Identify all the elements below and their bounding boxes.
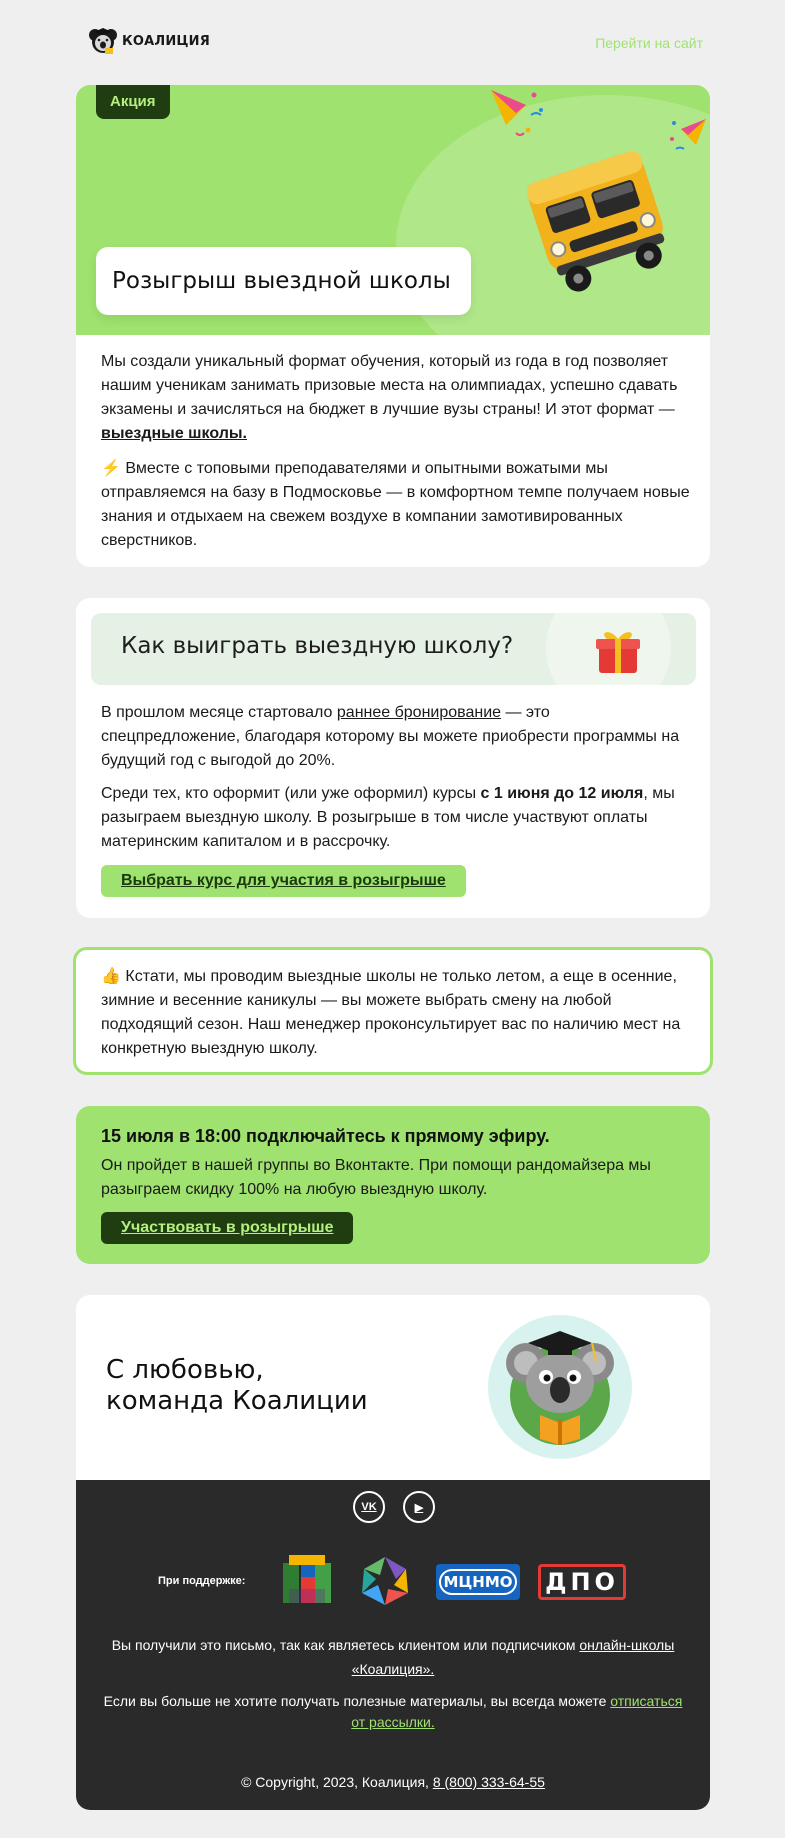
participate-button[interactable]: Участвовать в розыгрыше xyxy=(101,1212,353,1244)
footer-unsubscribe-note xyxy=(101,1691,685,1733)
vk-icon[interactable]: VK xyxy=(353,1491,385,1523)
footer-unsubscribe-text: Если вы больше не хотите получать полезные материалы, вы всегда можете xyxy=(103,1693,611,1709)
early-booking-text: В прошлом месяце стартовало xyxy=(101,704,337,721)
youtube-icon[interactable]: ▶ xyxy=(403,1491,435,1523)
raffle-dates: с 1 июня до 12 июля xyxy=(480,785,644,802)
support-label: При поддержке: xyxy=(158,1575,246,1587)
partner-mcnmo-label: МЦНМО xyxy=(439,1569,517,1595)
hero-banner xyxy=(76,85,710,335)
phone-link[interactable]: 8 (800) 333-64-55 xyxy=(432,1774,545,1790)
raffle-text: Среди тех, кто оформит (или уже оформил) курсы xyxy=(101,785,481,802)
lightning-icon: ⚡ xyxy=(101,460,121,477)
footer xyxy=(76,1480,710,1810)
footer-subscription-note xyxy=(101,1633,685,1681)
seasons-note-text xyxy=(101,965,691,1061)
raffle-conditions-paragraph xyxy=(101,782,691,854)
early-booking-text-after: — это спецпредложение, благодаря которому вы можете приобрести программы на будущий год с выгодой до 20%. xyxy=(101,704,680,769)
signoff-text xyxy=(106,1355,368,1417)
seasons-note-body: Кстати, мы проводим выездные школы не только летом, а еще в осенние, зимние и весенние каникулы — вы можете выбрать смену на любой подходящий сезон. Наш менеджер проконсультирует вас по наличию мест на конкретную выездную школу. xyxy=(101,968,681,1057)
copyright-text: © Copyright, 2023, Коалиция, xyxy=(241,1774,433,1790)
unsubscribe-link[interactable]: отписаться от рассылки. xyxy=(351,1693,683,1730)
thumbs-up-icon: 👍 xyxy=(101,968,121,985)
early-booking-paragraph xyxy=(101,701,691,773)
intro-paragraph xyxy=(101,350,691,446)
how-to-header xyxy=(91,613,696,685)
partner-mcnmo-logo[interactable] xyxy=(436,1564,520,1600)
koala-logo-icon xyxy=(88,26,118,56)
brand-name: КОАЛИЦИЯ xyxy=(122,33,210,49)
seasons-note-card xyxy=(73,947,713,1075)
early-booking-link[interactable]: раннее бронирование xyxy=(336,704,502,721)
intro-text: Мы создали уникальный формат обучения, который из года в год позволяет нашим ученикам занимать призовые места на олимпиадах, успешно сдавать экзамены и зачисляться на бюджет в лучшие вузы страны! И этот формат — xyxy=(101,353,678,418)
signoff-card xyxy=(76,1295,710,1810)
school-bus-icon xyxy=(520,130,670,295)
live-stream-title: 15 июля в 18:00 подключайтесь к прямому эфиру. xyxy=(101,1126,550,1146)
choose-course-button[interactable]: Выбрать курс для участия в розыгрыше xyxy=(101,865,466,897)
intro-text-2: Вместе с топовыми преподавателями и опытными вожатыми мы отправляемся на базу в Подмосковье — в комфортном темпе получаем новые знания и отдыхаем на свежем воздухе в компании замотивированных сверстников. xyxy=(101,460,690,549)
partner-flower-logo-icon[interactable] xyxy=(358,1555,412,1607)
gift-icon xyxy=(591,623,645,677)
email-header xyxy=(76,26,710,56)
promo-badge: Акция xyxy=(96,85,170,119)
promo-card xyxy=(76,85,710,567)
signoff-line-2: команда Коалиции xyxy=(106,1386,368,1416)
how-to-win-card xyxy=(76,598,710,918)
how-to-title: Как выиграть выездную школу? xyxy=(121,633,514,659)
footer-copyright xyxy=(101,1770,685,1794)
live-stream-text: Он пройдет в нашей группы во Вконтакте. При помощи рандомайзера мы разыграем скидку 100% на любую выездную школу. xyxy=(101,1157,651,1198)
partner-dpo-logo[interactable]: ДПО xyxy=(538,1564,626,1600)
field-schools-link[interactable]: выездные школы. xyxy=(101,425,247,442)
hero-title: Розыгрыш выездной школы xyxy=(112,268,451,294)
hero-title-box xyxy=(96,247,471,315)
brand-logo[interactable] xyxy=(88,26,210,56)
school-link[interactable]: онлайн-школы «Коалиция». xyxy=(351,1637,675,1677)
koala-mascot-icon xyxy=(488,1315,632,1459)
signoff-line-1: С любовью, xyxy=(106,1355,264,1385)
footer-subscription-text: Вы получили это письмо, так как являетесь клиентом или подписчиком xyxy=(111,1637,580,1653)
party-popper-icon xyxy=(666,115,710,159)
intro-paragraph-2 xyxy=(101,457,691,553)
go-to-site-link[interactable]: Перейти на сайт xyxy=(595,35,703,51)
live-stream-card xyxy=(76,1106,710,1264)
partner-cube-logo-icon[interactable] xyxy=(279,1555,335,1607)
raffle-text-after: , мы разыграем выездную школу. В розыгрыше в том числе участвуют оплаты материнским капиталом и в рассрочку. xyxy=(101,785,675,850)
